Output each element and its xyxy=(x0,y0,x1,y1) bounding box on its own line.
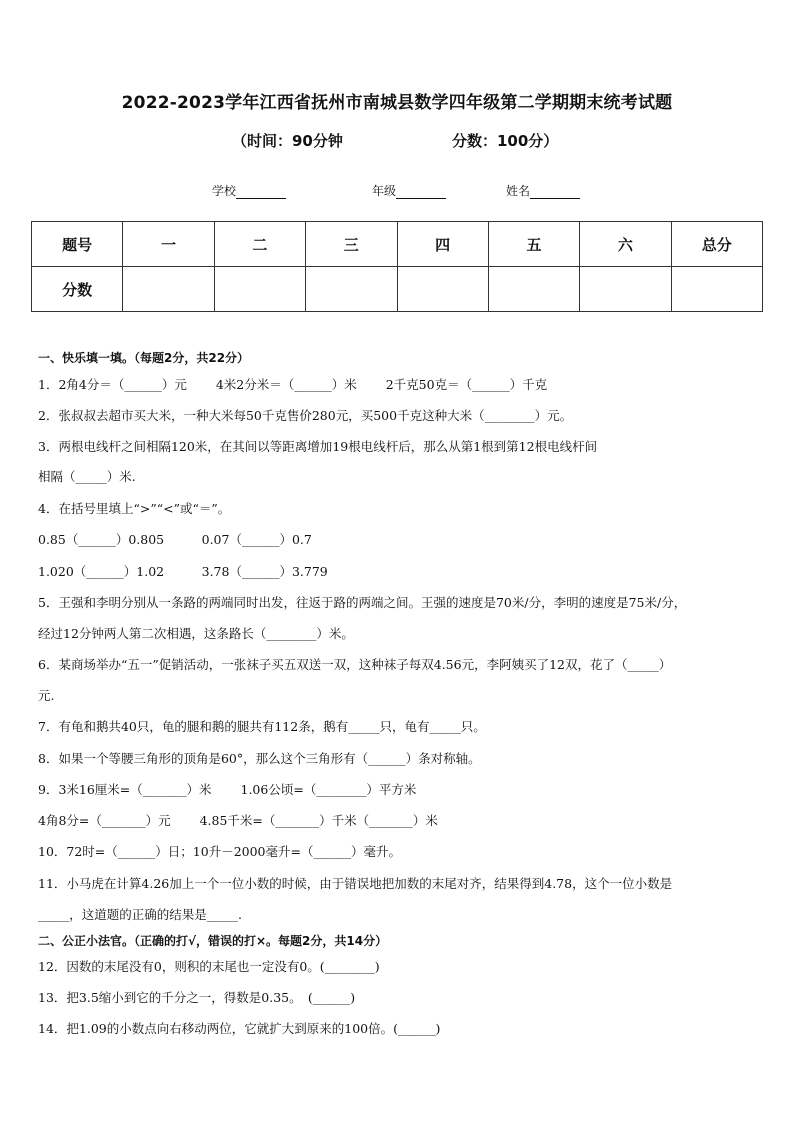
score-cell[interactable] xyxy=(123,267,214,312)
question-3-line-1: 3．两根电线杆之间相隔120米，在其间以等距离增加19根电线杆后，那么从第1根到第12根电线杆间 xyxy=(38,439,598,454)
exam-score: 分数：100分） xyxy=(452,132,559,150)
school-label: 学校 xyxy=(212,184,237,198)
score-cell[interactable] xyxy=(671,267,762,312)
score-cell[interactable] xyxy=(397,267,488,312)
question-5-line-1: 5．王强和李明分别从一条路的两端同时出发，往返于路的两端之间。王强的速度是70米/分，李明的速度是75米/分， xyxy=(38,595,687,610)
score-cell[interactable] xyxy=(306,267,397,312)
question-8: 8．如果一个等腰三角形的顶角是60°，那么这个三角形有（______）条对称轴。 xyxy=(38,751,481,766)
section-2-heading: 二、公正小法官。（正确的打√，错误的打×。每题2分，共14分） xyxy=(38,934,388,948)
page-title: 2022-2023学年江西省抚州市南城县数学四年级第二学期期末统考试题 xyxy=(121,93,673,113)
table-cell: 四 xyxy=(397,222,488,267)
name-blank[interactable] xyxy=(530,186,580,199)
table-cell: 一 xyxy=(123,222,214,267)
table-cell: 三 xyxy=(306,222,397,267)
question-11-line-1: 11．小马虎在计算4.26加上一个一位小数的时候，由于错误地把加数的末尾对齐，结果得到4.78，这个一位小数是 xyxy=(38,876,673,891)
question-4-row-1: 0.85（______）0.805 0.07（______）0.7 xyxy=(38,532,312,547)
grade-blank[interactable] xyxy=(396,186,446,199)
exam-time: （时间：90分钟 xyxy=(232,132,343,150)
score-table-score-row xyxy=(32,267,763,312)
question-13: 13．把3.5缩小到它的千分之一，得数是0.35。 (______) xyxy=(38,990,356,1005)
grade-field[interactable] xyxy=(372,182,446,199)
table-cell: 二 xyxy=(214,222,305,267)
table-cell: 分数 xyxy=(32,267,123,312)
question-4: 4．在括号里填上“>”“<”或“＝”。 xyxy=(38,501,231,516)
question-6-line-2: 元. xyxy=(38,688,55,703)
score-table-header-row xyxy=(32,222,763,267)
question-10: 10．72时=（______）日；10升－2000毫升=（______）毫升。 xyxy=(38,844,401,859)
school-field[interactable] xyxy=(212,182,286,199)
question-9-row-1: 9．3米16厘米=（_______）米 1.06公顷=（________）平方米 xyxy=(38,782,417,797)
question-14: 14．把1.09的小数点向右移动两位，它就扩大到原来的100倍。(______) xyxy=(38,1021,441,1036)
question-2: 2．张叔叔去超市买大米，一种大米每50千克售价280元，买500千克这种大米（________）元。 xyxy=(38,408,573,423)
question-6-line-1: 6．某商场举办“五一”促销活动，一张袜子买五双送一双，这种袜子每双4.56元，李阿姨买了12双，花了（_____） xyxy=(38,657,672,672)
table-cell: 题号 xyxy=(32,222,123,267)
question-12: 12．因数的末尾没有0，则积的末尾也一定没有0。(________) xyxy=(38,959,380,974)
question-4-row-2: 1.020（______）1.02 3.78（______）3.779 xyxy=(38,564,328,579)
score-table xyxy=(31,221,763,312)
question-9-row-2: 4角8分=（_______）元 4.85千米=（_______）千米（_______）米 xyxy=(38,813,438,828)
question-5-line-2: 经过12分钟两人第二次相遇，这条路长（________）米。 xyxy=(38,626,354,641)
name-label: 姓名 xyxy=(506,184,531,198)
question-7: 7．有龟和鹅共40只，龟的腿和鹅的腿共有112条，鹅有_____只，龟有_____只。 xyxy=(38,719,486,734)
table-cell: 总分 xyxy=(671,222,762,267)
score-cell[interactable] xyxy=(488,267,579,312)
table-cell: 六 xyxy=(580,222,671,267)
section-1-heading: 一、快乐填一填。（每题2分，共22分） xyxy=(38,351,250,365)
question-11-line-2: _____，这道题的正确的结果是_____. xyxy=(38,907,242,922)
grade-label: 年级 xyxy=(372,184,397,198)
score-cell[interactable] xyxy=(214,267,305,312)
question-1: 1．2角4分＝（______）元 4米2分米＝（______）米 2千克50克＝（______）千克 xyxy=(38,377,548,392)
table-cell: 五 xyxy=(488,222,579,267)
score-cell[interactable] xyxy=(580,267,671,312)
school-blank[interactable] xyxy=(236,186,286,199)
name-field[interactable] xyxy=(506,182,580,199)
question-3-line-2: 相隔（_____）米. xyxy=(38,469,136,484)
